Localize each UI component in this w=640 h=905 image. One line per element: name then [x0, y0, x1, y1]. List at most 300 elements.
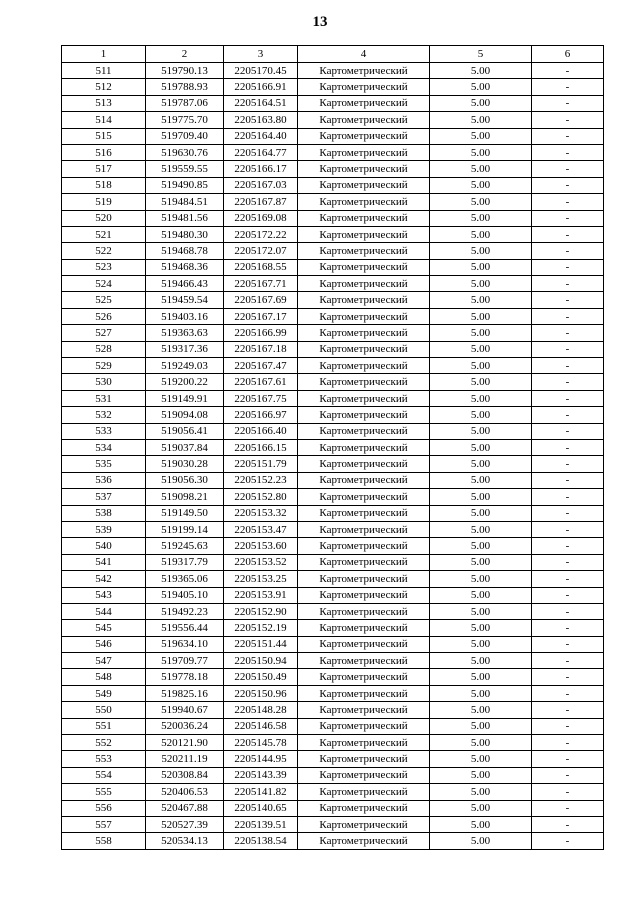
y-coordinate-cell: 2205143.39 — [224, 767, 298, 783]
accuracy-cell: 5.00 — [430, 735, 532, 751]
table-row — [62, 735, 604, 751]
table-row — [62, 456, 604, 472]
point-number-cell: 548 — [62, 669, 146, 685]
accuracy-cell: 5.00 — [430, 259, 532, 275]
note-cell: - — [532, 276, 604, 292]
table-body — [62, 63, 604, 850]
table-row — [62, 554, 604, 570]
table-row — [62, 816, 604, 832]
method-cell: Картометрический — [298, 751, 430, 767]
point-number-cell: 536 — [62, 472, 146, 488]
note-cell: - — [532, 669, 604, 685]
x-coordinate-cell: 519317.36 — [146, 341, 224, 357]
accuracy-cell: 5.00 — [430, 358, 532, 374]
method-cell: Картометрический — [298, 407, 430, 423]
x-coordinate-cell: 519149.50 — [146, 505, 224, 521]
accuracy-cell: 5.00 — [430, 554, 532, 570]
point-number-cell: 547 — [62, 653, 146, 669]
method-cell: Картометрический — [298, 423, 430, 439]
y-coordinate-cell: 2205153.25 — [224, 571, 298, 587]
y-coordinate-cell: 2205164.40 — [224, 128, 298, 144]
y-coordinate-cell: 2205153.60 — [224, 538, 298, 554]
note-cell: - — [532, 587, 604, 603]
method-cell: Картометрический — [298, 685, 430, 701]
x-coordinate-cell: 520036.24 — [146, 718, 224, 734]
x-coordinate-cell: 519149.91 — [146, 390, 224, 406]
note-cell: - — [532, 374, 604, 390]
method-cell: Картометрический — [298, 128, 430, 144]
note-cell: - — [532, 390, 604, 406]
x-coordinate-cell: 519559.55 — [146, 161, 224, 177]
accuracy-cell: 5.00 — [430, 521, 532, 537]
method-cell: Картометрический — [298, 79, 430, 95]
y-coordinate-cell: 2205167.47 — [224, 358, 298, 374]
x-coordinate-cell: 519403.16 — [146, 308, 224, 324]
table-row — [62, 79, 604, 95]
note-cell: - — [532, 128, 604, 144]
note-cell: - — [532, 718, 604, 734]
table-row — [62, 407, 604, 423]
accuracy-cell: 5.00 — [430, 587, 532, 603]
y-coordinate-cell: 2205150.49 — [224, 669, 298, 685]
point-number-cell: 537 — [62, 489, 146, 505]
x-coordinate-cell: 519788.93 — [146, 79, 224, 95]
column-header: 4 — [298, 46, 430, 63]
method-cell: Картометрический — [298, 210, 430, 226]
point-number-cell: 554 — [62, 767, 146, 783]
x-coordinate-cell: 519056.41 — [146, 423, 224, 439]
note-cell: - — [532, 702, 604, 718]
accuracy-cell: 5.00 — [430, 784, 532, 800]
column-header: 3 — [224, 46, 298, 63]
point-number-cell: 527 — [62, 325, 146, 341]
y-coordinate-cell: 2205166.99 — [224, 325, 298, 341]
note-cell: - — [532, 620, 604, 636]
method-cell: Картометрический — [298, 620, 430, 636]
point-number-cell: 526 — [62, 308, 146, 324]
table-row — [62, 358, 604, 374]
point-number-cell: 533 — [62, 423, 146, 439]
y-coordinate-cell: 2205150.96 — [224, 685, 298, 701]
accuracy-cell: 5.00 — [430, 816, 532, 832]
method-cell: Картометрический — [298, 636, 430, 652]
table-row — [62, 161, 604, 177]
point-number-cell: 520 — [62, 210, 146, 226]
table-row — [62, 505, 604, 521]
table-row — [62, 620, 604, 636]
method-cell: Картометрический — [298, 374, 430, 390]
table-row — [62, 833, 604, 849]
accuracy-cell: 5.00 — [430, 620, 532, 636]
table-row — [62, 259, 604, 275]
method-cell: Картометрический — [298, 538, 430, 554]
accuracy-cell: 5.00 — [430, 128, 532, 144]
accuracy-cell: 5.00 — [430, 603, 532, 619]
point-number-cell: 534 — [62, 439, 146, 455]
point-number-cell: 540 — [62, 538, 146, 554]
y-coordinate-cell: 2205163.80 — [224, 112, 298, 128]
method-cell: Картометрический — [298, 325, 430, 341]
table-row — [62, 243, 604, 259]
column-header: 5 — [430, 46, 532, 63]
note-cell: - — [532, 505, 604, 521]
point-number-cell: 514 — [62, 112, 146, 128]
accuracy-cell: 5.00 — [430, 407, 532, 423]
accuracy-cell: 5.00 — [430, 833, 532, 849]
y-coordinate-cell: 2205172.07 — [224, 243, 298, 259]
accuracy-cell: 5.00 — [430, 751, 532, 767]
table-row — [62, 784, 604, 800]
y-coordinate-cell: 2205144.95 — [224, 751, 298, 767]
point-number-cell: 557 — [62, 816, 146, 832]
table-row — [62, 144, 604, 160]
method-cell: Картометрический — [298, 735, 430, 751]
accuracy-cell: 5.00 — [430, 439, 532, 455]
page-number: 13 — [312, 14, 328, 30]
x-coordinate-cell: 519556.44 — [146, 620, 224, 636]
accuracy-cell: 5.00 — [430, 95, 532, 111]
accuracy-cell: 5.00 — [430, 800, 532, 816]
y-coordinate-cell: 2205169.08 — [224, 210, 298, 226]
point-number-cell: 528 — [62, 341, 146, 357]
method-cell: Картометрический — [298, 276, 430, 292]
accuracy-cell: 5.00 — [430, 718, 532, 734]
table-row — [62, 521, 604, 537]
x-coordinate-cell: 519245.63 — [146, 538, 224, 554]
note-cell: - — [532, 784, 604, 800]
y-coordinate-cell: 2205148.28 — [224, 702, 298, 718]
table-row — [62, 390, 604, 406]
note-cell: - — [532, 341, 604, 357]
method-cell: Картометрический — [298, 718, 430, 734]
point-number-cell: 531 — [62, 390, 146, 406]
accuracy-cell: 5.00 — [430, 456, 532, 472]
table-row — [62, 194, 604, 210]
x-coordinate-cell: 519630.76 — [146, 144, 224, 160]
x-coordinate-cell: 519365.06 — [146, 571, 224, 587]
y-coordinate-cell: 2205167.71 — [224, 276, 298, 292]
accuracy-cell: 5.00 — [430, 489, 532, 505]
method-cell: Картометрический — [298, 161, 430, 177]
point-number-cell: 532 — [62, 407, 146, 423]
point-number-cell: 513 — [62, 95, 146, 111]
x-coordinate-cell: 519363.63 — [146, 325, 224, 341]
y-coordinate-cell: 2205145.78 — [224, 735, 298, 751]
point-number-cell: 516 — [62, 144, 146, 160]
table-row — [62, 685, 604, 701]
point-number-cell: 525 — [62, 292, 146, 308]
y-coordinate-cell: 2205152.90 — [224, 603, 298, 619]
point-number-cell: 550 — [62, 702, 146, 718]
table-row — [62, 276, 604, 292]
y-coordinate-cell: 2205151.44 — [224, 636, 298, 652]
point-number-cell: 543 — [62, 587, 146, 603]
y-coordinate-cell: 2205170.45 — [224, 63, 298, 79]
table-row — [62, 439, 604, 455]
method-cell: Картометрический — [298, 767, 430, 783]
coordinates-table — [61, 45, 604, 850]
y-coordinate-cell: 2205152.19 — [224, 620, 298, 636]
method-cell: Картометрический — [298, 833, 430, 849]
point-number-cell: 551 — [62, 718, 146, 734]
note-cell: - — [532, 161, 604, 177]
y-coordinate-cell: 2205139.51 — [224, 816, 298, 832]
x-coordinate-cell: 519634.10 — [146, 636, 224, 652]
table-row — [62, 128, 604, 144]
point-number-cell: 538 — [62, 505, 146, 521]
note-cell: - — [532, 767, 604, 783]
y-coordinate-cell: 2205172.22 — [224, 226, 298, 242]
method-cell: Картометрический — [298, 358, 430, 374]
y-coordinate-cell: 2205167.75 — [224, 390, 298, 406]
point-number-cell: 515 — [62, 128, 146, 144]
accuracy-cell: 5.00 — [430, 669, 532, 685]
note-cell: - — [532, 636, 604, 652]
note-cell: - — [532, 79, 604, 95]
point-number-cell: 522 — [62, 243, 146, 259]
point-number-cell: 539 — [62, 521, 146, 537]
x-coordinate-cell: 519775.70 — [146, 112, 224, 128]
method-cell: Картометрический — [298, 521, 430, 537]
accuracy-cell: 5.00 — [430, 276, 532, 292]
y-coordinate-cell: 2205166.97 — [224, 407, 298, 423]
table-row — [62, 308, 604, 324]
accuracy-cell: 5.00 — [430, 325, 532, 341]
x-coordinate-cell: 519709.40 — [146, 128, 224, 144]
note-cell: - — [532, 292, 604, 308]
y-coordinate-cell: 2205167.61 — [224, 374, 298, 390]
table-row — [62, 226, 604, 242]
accuracy-cell: 5.00 — [430, 243, 532, 259]
x-coordinate-cell: 519037.84 — [146, 439, 224, 455]
method-cell: Картометрический — [298, 653, 430, 669]
method-cell: Картометрический — [298, 63, 430, 79]
x-coordinate-cell: 519199.14 — [146, 521, 224, 537]
accuracy-cell: 5.00 — [430, 341, 532, 357]
accuracy-cell: 5.00 — [430, 374, 532, 390]
y-coordinate-cell: 2205153.32 — [224, 505, 298, 521]
method-cell: Картометрический — [298, 259, 430, 275]
method-cell: Картометрический — [298, 390, 430, 406]
table-row — [62, 587, 604, 603]
column-header: 6 — [532, 46, 604, 63]
point-number-cell: 519 — [62, 194, 146, 210]
table-row — [62, 341, 604, 357]
point-number-cell: 511 — [62, 63, 146, 79]
method-cell: Картометрический — [298, 784, 430, 800]
x-coordinate-cell: 519490.85 — [146, 177, 224, 193]
table-row — [62, 489, 604, 505]
accuracy-cell: 5.00 — [430, 538, 532, 554]
y-coordinate-cell: 2205168.55 — [224, 259, 298, 275]
table-row — [62, 636, 604, 652]
note-cell: - — [532, 685, 604, 701]
table-row — [62, 669, 604, 685]
table-row — [62, 112, 604, 128]
note-cell: - — [532, 112, 604, 128]
y-coordinate-cell: 2205164.51 — [224, 95, 298, 111]
point-number-cell: 549 — [62, 685, 146, 701]
point-number-cell: 521 — [62, 226, 146, 242]
point-number-cell: 541 — [62, 554, 146, 570]
accuracy-cell: 5.00 — [430, 63, 532, 79]
note-cell: - — [532, 177, 604, 193]
x-coordinate-cell: 519492.23 — [146, 603, 224, 619]
note-cell: - — [532, 259, 604, 275]
accuracy-cell: 5.00 — [430, 702, 532, 718]
point-number-cell: 544 — [62, 603, 146, 619]
table-row — [62, 210, 604, 226]
x-coordinate-cell: 520121.90 — [146, 735, 224, 751]
point-number-cell: 524 — [62, 276, 146, 292]
y-coordinate-cell: 2205167.87 — [224, 194, 298, 210]
method-cell: Картометрический — [298, 505, 430, 521]
note-cell: - — [532, 325, 604, 341]
method-cell: Картометрический — [298, 243, 430, 259]
x-coordinate-cell: 519466.43 — [146, 276, 224, 292]
x-coordinate-cell: 519787.06 — [146, 95, 224, 111]
point-number-cell: 552 — [62, 735, 146, 751]
table-row — [62, 63, 604, 79]
accuracy-cell: 5.00 — [430, 472, 532, 488]
accuracy-cell: 5.00 — [430, 79, 532, 95]
y-coordinate-cell: 2205152.23 — [224, 472, 298, 488]
accuracy-cell: 5.00 — [430, 161, 532, 177]
point-number-cell: 529 — [62, 358, 146, 374]
y-coordinate-cell: 2205166.91 — [224, 79, 298, 95]
x-coordinate-cell: 519481.56 — [146, 210, 224, 226]
y-coordinate-cell: 2205153.47 — [224, 521, 298, 537]
point-number-cell: 530 — [62, 374, 146, 390]
table-row — [62, 423, 604, 439]
accuracy-cell: 5.00 — [430, 226, 532, 242]
note-cell: - — [532, 144, 604, 160]
method-cell: Картометрический — [298, 669, 430, 685]
method-cell: Картометрический — [298, 554, 430, 570]
x-coordinate-cell: 519098.21 — [146, 489, 224, 505]
y-coordinate-cell: 2205141.82 — [224, 784, 298, 800]
table-row — [62, 95, 604, 111]
x-coordinate-cell: 519405.10 — [146, 587, 224, 603]
accuracy-cell: 5.00 — [430, 685, 532, 701]
note-cell: - — [532, 210, 604, 226]
method-cell: Картометрический — [298, 816, 430, 832]
y-coordinate-cell: 2205151.79 — [224, 456, 298, 472]
table-row — [62, 472, 604, 488]
point-number-cell: 523 — [62, 259, 146, 275]
note-cell: - — [532, 833, 604, 849]
method-cell: Картометрический — [298, 341, 430, 357]
note-cell: - — [532, 456, 604, 472]
point-number-cell: 518 — [62, 177, 146, 193]
point-number-cell: 535 — [62, 456, 146, 472]
note-cell: - — [532, 571, 604, 587]
x-coordinate-cell: 519484.51 — [146, 194, 224, 210]
x-coordinate-cell: 520527.39 — [146, 816, 224, 832]
accuracy-cell: 5.00 — [430, 390, 532, 406]
point-number-cell: 556 — [62, 800, 146, 816]
x-coordinate-cell: 519056.30 — [146, 472, 224, 488]
x-coordinate-cell: 519778.18 — [146, 669, 224, 685]
y-coordinate-cell: 2205150.94 — [224, 653, 298, 669]
note-cell: - — [532, 816, 604, 832]
column-header: 2 — [146, 46, 224, 63]
point-number-cell: 555 — [62, 784, 146, 800]
method-cell: Картометрический — [298, 571, 430, 587]
note-cell: - — [532, 243, 604, 259]
table-header-row — [62, 46, 604, 63]
accuracy-cell: 5.00 — [430, 571, 532, 587]
x-coordinate-cell: 519094.08 — [146, 407, 224, 423]
method-cell: Картометрический — [298, 603, 430, 619]
note-cell: - — [532, 751, 604, 767]
y-coordinate-cell: 2205146.58 — [224, 718, 298, 734]
note-cell: - — [532, 423, 604, 439]
y-coordinate-cell: 2205164.77 — [224, 144, 298, 160]
y-coordinate-cell: 2205166.40 — [224, 423, 298, 439]
note-cell: - — [532, 358, 604, 374]
x-coordinate-cell: 519790.13 — [146, 63, 224, 79]
x-coordinate-cell: 519480.30 — [146, 226, 224, 242]
note-cell: - — [532, 194, 604, 210]
accuracy-cell: 5.00 — [430, 177, 532, 193]
note-cell: - — [532, 603, 604, 619]
x-coordinate-cell: 520467.88 — [146, 800, 224, 816]
table-row — [62, 538, 604, 554]
point-number-cell: 542 — [62, 571, 146, 587]
y-coordinate-cell: 2205167.03 — [224, 177, 298, 193]
method-cell: Картометрический — [298, 489, 430, 505]
accuracy-cell: 5.00 — [430, 423, 532, 439]
method-cell: Картометрический — [298, 144, 430, 160]
table-row — [62, 718, 604, 734]
accuracy-cell: 5.00 — [430, 767, 532, 783]
table-row — [62, 571, 604, 587]
y-coordinate-cell: 2205153.91 — [224, 587, 298, 603]
note-cell: - — [532, 653, 604, 669]
method-cell: Картометрический — [298, 472, 430, 488]
note-cell: - — [532, 554, 604, 570]
note-cell: - — [532, 489, 604, 505]
accuracy-cell: 5.00 — [430, 653, 532, 669]
method-cell: Картометрический — [298, 308, 430, 324]
note-cell: - — [532, 63, 604, 79]
point-number-cell: 512 — [62, 79, 146, 95]
method-cell: Картометрический — [298, 800, 430, 816]
point-number-cell: 558 — [62, 833, 146, 849]
table-row — [62, 374, 604, 390]
y-coordinate-cell: 2205166.17 — [224, 161, 298, 177]
accuracy-cell: 5.00 — [430, 636, 532, 652]
point-number-cell: 517 — [62, 161, 146, 177]
x-coordinate-cell: 519317.79 — [146, 554, 224, 570]
x-coordinate-cell: 519709.77 — [146, 653, 224, 669]
y-coordinate-cell: 2205167.69 — [224, 292, 298, 308]
accuracy-cell: 5.00 — [430, 144, 532, 160]
table-row — [62, 603, 604, 619]
column-header: 1 — [62, 46, 146, 63]
x-coordinate-cell: 519940.67 — [146, 702, 224, 718]
method-cell: Картометрический — [298, 292, 430, 308]
table-row — [62, 325, 604, 341]
table-row — [62, 177, 604, 193]
method-cell: Картометрический — [298, 226, 430, 242]
x-coordinate-cell: 520211.19 — [146, 751, 224, 767]
point-number-cell: 553 — [62, 751, 146, 767]
accuracy-cell: 5.00 — [430, 292, 532, 308]
note-cell: - — [532, 308, 604, 324]
table-row — [62, 702, 604, 718]
